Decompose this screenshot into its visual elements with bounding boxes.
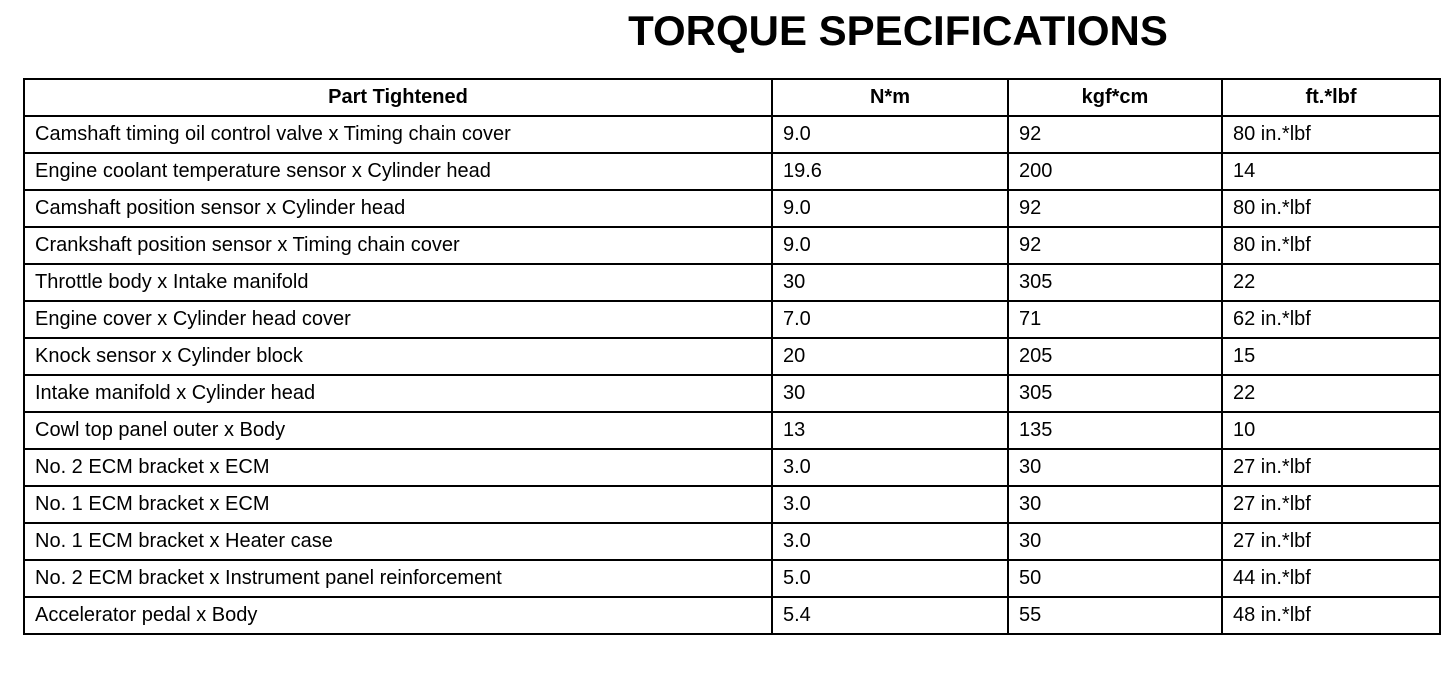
cell-part: No. 2 ECM bracket x Instrument panel reinforcement <box>24 560 772 597</box>
cell-ft-lbf: 80 in.*lbf <box>1222 227 1440 264</box>
cell-part: Engine cover x Cylinder head cover <box>24 301 772 338</box>
table-row <box>24 523 1440 560</box>
cell-nm: 5.4 <box>772 597 1008 634</box>
cell-nm: 20 <box>772 338 1008 375</box>
cell-nm: 3.0 <box>772 486 1008 523</box>
cell-nm: 9.0 <box>772 190 1008 227</box>
table-row <box>24 227 1440 264</box>
cell-kgf-cm: 305 <box>1008 264 1222 301</box>
cell-kgf-cm: 305 <box>1008 375 1222 412</box>
cell-ft-lbf: 27 in.*lbf <box>1222 449 1440 486</box>
cell-kgf-cm: 135 <box>1008 412 1222 449</box>
cell-nm: 3.0 <box>772 449 1008 486</box>
cell-part: No. 1 ECM bracket x Heater case <box>24 523 772 560</box>
table-header-row <box>24 79 1440 116</box>
cell-part: No. 2 ECM bracket x ECM <box>24 449 772 486</box>
cell-nm: 19.6 <box>772 153 1008 190</box>
table-row <box>24 375 1440 412</box>
table-row <box>24 153 1440 190</box>
cell-kgf-cm: 71 <box>1008 301 1222 338</box>
cell-part: Knock sensor x Cylinder block <box>24 338 772 375</box>
cell-ft-lbf: 10 <box>1222 412 1440 449</box>
table-row <box>24 190 1440 227</box>
cell-nm: 7.0 <box>772 301 1008 338</box>
cell-kgf-cm: 205 <box>1008 338 1222 375</box>
table-row <box>24 301 1440 338</box>
cell-ft-lbf: 15 <box>1222 338 1440 375</box>
cell-ft-lbf: 80 in.*lbf <box>1222 116 1440 153</box>
column-header-ft-lbf: ft.*lbf <box>1222 79 1440 116</box>
cell-ft-lbf: 27 in.*lbf <box>1222 486 1440 523</box>
page-title: TORQUE SPECIFICATIONS <box>628 7 1168 54</box>
cell-part: Camshaft timing oil control valve x Timing chain cover <box>24 116 772 153</box>
cell-ft-lbf: 14 <box>1222 153 1440 190</box>
table-row <box>24 449 1440 486</box>
column-header-part-tightened: Part Tightened <box>24 79 772 116</box>
cell-nm: 9.0 <box>772 227 1008 264</box>
cell-ft-lbf: 27 in.*lbf <box>1222 523 1440 560</box>
column-header-kgf-cm: kgf*cm <box>1008 79 1222 116</box>
cell-kgf-cm: 50 <box>1008 560 1222 597</box>
cell-part: Intake manifold x Cylinder head <box>24 375 772 412</box>
table-row <box>24 116 1440 153</box>
cell-kgf-cm: 30 <box>1008 486 1222 523</box>
cell-part: Camshaft position sensor x Cylinder head <box>24 190 772 227</box>
table-row <box>24 338 1440 375</box>
cell-nm: 13 <box>772 412 1008 449</box>
cell-nm: 30 <box>772 264 1008 301</box>
cell-kgf-cm: 200 <box>1008 153 1222 190</box>
cell-part: Engine coolant temperature sensor x Cylinder head <box>24 153 772 190</box>
cell-ft-lbf: 22 <box>1222 264 1440 301</box>
table-row <box>24 264 1440 301</box>
cell-part: No. 1 ECM bracket x ECM <box>24 486 772 523</box>
cell-nm: 5.0 <box>772 560 1008 597</box>
cell-ft-lbf: 48 in.*lbf <box>1222 597 1440 634</box>
cell-part: Accelerator pedal x Body <box>24 597 772 634</box>
cell-part: Crankshaft position sensor x Timing chain cover <box>24 227 772 264</box>
cell-nm: 3.0 <box>772 523 1008 560</box>
cell-kgf-cm: 92 <box>1008 116 1222 153</box>
cell-ft-lbf: 22 <box>1222 375 1440 412</box>
cell-kgf-cm: 55 <box>1008 597 1222 634</box>
cell-kgf-cm: 30 <box>1008 449 1222 486</box>
table-row <box>24 486 1440 523</box>
cell-nm: 9.0 <box>772 116 1008 153</box>
cell-part: Throttle body x Intake manifold <box>24 264 772 301</box>
table-row <box>24 412 1440 449</box>
table-row <box>24 560 1440 597</box>
cell-kgf-cm: 92 <box>1008 190 1222 227</box>
torque-spec-table <box>23 78 1441 635</box>
column-header-nm: N*m <box>772 79 1008 116</box>
cell-ft-lbf: 62 in.*lbf <box>1222 301 1440 338</box>
cell-ft-lbf: 44 in.*lbf <box>1222 560 1440 597</box>
cell-kgf-cm: 92 <box>1008 227 1222 264</box>
cell-kgf-cm: 30 <box>1008 523 1222 560</box>
cell-ft-lbf: 80 in.*lbf <box>1222 190 1440 227</box>
table-row <box>24 597 1440 634</box>
cell-part: Cowl top panel outer x Body <box>24 412 772 449</box>
cell-nm: 30 <box>772 375 1008 412</box>
